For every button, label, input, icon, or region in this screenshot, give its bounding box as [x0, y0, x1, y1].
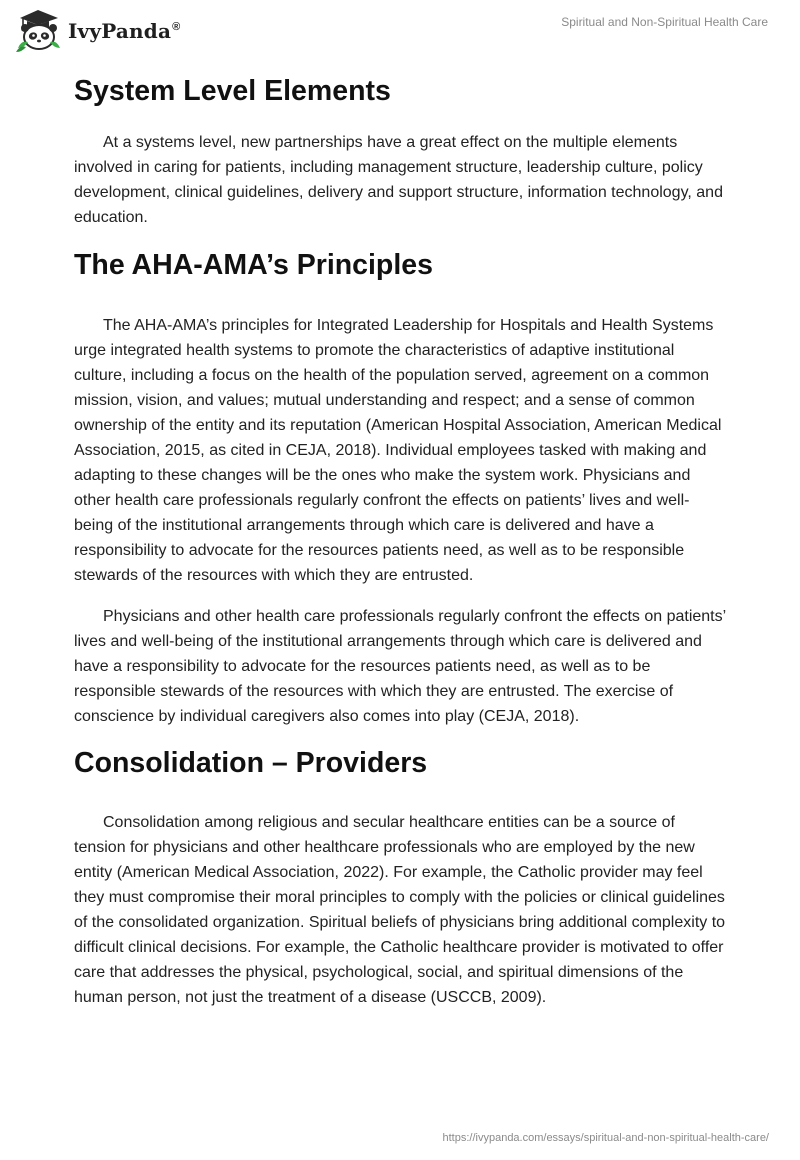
- paragraph: The AHA-AMA’s principles for Integrated Leadership for Hospitals and Health Systems urge integrated health systems to promote the characteristics of adaptive institutional culture, including a focus on the health of the population served, agreement on a common mission, vision, and values; mutual understanding and respect; and a sense of common ownership of the entity and its reputation (American Hospital Association, American Medical Association, 2015, as cited in CEJA, 2018). Individual employees tasked with making and adapting to these changes will be the ones who make the system work. Physicians and other health care professionals regularly confront the effects on patients’ lives and well-being of the institutional arrangements through which care is delivered and have a responsibility to advocate for the resources patients need, as well as to be responsible stewards of the resources with which they are entrusted.: [74, 317, 722, 584]
- paragraph: Physicians and other health care professionals regularly confront the effects on patients’ lives and well-being of the institutional arrangements through which care is delivered and have a responsibility to advocate for the resources patients need, as well as to be responsible stewards of the resources with which they are entrusted. The exercise of conscience by individual caregivers also comes into play (CEJA, 2018).: [74, 608, 726, 725]
- panda-mascot-icon: [14, 8, 64, 52]
- registered-mark: ®: [172, 21, 181, 34]
- section-heading-aha-ama-principles: The AHA-AMA’s Principles: [74, 249, 433, 281]
- page-header: [0, 0, 800, 60]
- paragraph: At a systems level, new partnerships have a great effect on the multiple elements involved in caring for patients, including management structure, leadership culture, policy development, clinical guidelines, delivery and support structure, information technology, and education.: [74, 134, 723, 226]
- section-heading-consolidation-providers: Consolidation – Providers: [74, 747, 428, 779]
- section-heading-system-level: System Level Elements: [74, 75, 391, 107]
- logo-name: IvyPanda: [68, 19, 172, 43]
- paragraph: Consolidation among religious and secular healthcare entities can be a source of tension for physicians and other healthcare professionals who are employed by the new entity (American Medical Association, 2022). For example, the Catholic provider may feel they must compromise their moral principles to comply with the policies or clinical guidelines of the consolidated organization. Spiritual beliefs of physicians bring additional complexity to difficult clinical decisions. For example, the Catholic healthcare provider is motivated to offer care that addresses the physical, psychological, social, and spiritual dimensions of the human person, not just the treatment of a disease (USCCB, 2009).: [74, 814, 726, 1006]
- logo-wordmark: [68, 19, 180, 43]
- essay-content: [74, 70, 728, 1010]
- document-title: Spiritual and Non-Spiritual Health Care: [561, 15, 768, 29]
- source-url[interactable]: https://ivypanda.com/essays/spiritual-and-non-spiritual-health-care/: [442, 1132, 769, 1144]
- logo[interactable]: [14, 8, 180, 52]
